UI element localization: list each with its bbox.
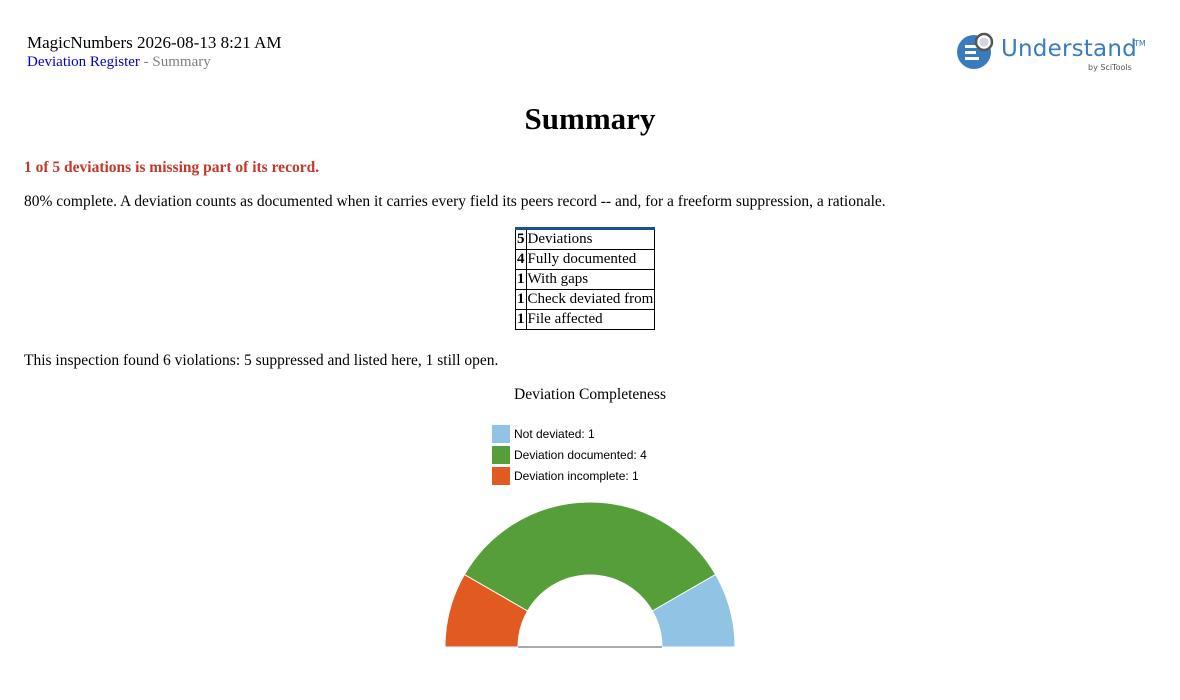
- stats-count: 5: [516, 229, 527, 250]
- logo-wordmark: Understand: [1001, 36, 1137, 62]
- stats-count: 1: [516, 290, 527, 310]
- completion-description: 80% complete. A deviation counts as documented when it carries every field its peers record -- and, for a freeform suppression, a rationale.: [24, 193, 886, 210]
- stats-label: File affected: [526, 310, 655, 330]
- stats-count: 1: [516, 310, 527, 330]
- stats-label: Fully documented: [526, 250, 655, 270]
- report-title: MagicNumbers 2026-08-13 8:21 AM: [27, 33, 282, 52]
- stats-label: Deviations: [526, 229, 655, 250]
- gauge-slice-deviation-documented: [464, 502, 715, 611]
- breadcrumb-current: Summary: [152, 54, 211, 70]
- stats-count: 1: [516, 270, 527, 290]
- breadcrumb-separator: -: [139, 54, 153, 70]
- breadcrumb-link-deviation-register[interactable]: Deviation Register: [27, 54, 140, 70]
- legend-label: Deviation incomplete: 1: [514, 468, 639, 483]
- stats-label: With gaps: [526, 270, 655, 290]
- violations-summary: This inspection found 6 violations: 5 suppressed and listed here, 1 still open.: [24, 352, 499, 369]
- logo-trademark: TM: [1134, 39, 1146, 48]
- stats-count: 4: [516, 250, 527, 270]
- legend-label: Deviation documented: 4: [514, 447, 647, 462]
- missing-record-alert: 1 of 5 deviations is missing part of its record.: [24, 159, 320, 176]
- legend-label: Not deviated: 1: [514, 426, 595, 441]
- stats-label: Check deviated from: [526, 290, 655, 310]
- chart-title: Deviation Completeness: [514, 386, 666, 403]
- logo-byline: by SciTools: [1088, 63, 1132, 72]
- page-title: Summary: [524, 101, 656, 136]
